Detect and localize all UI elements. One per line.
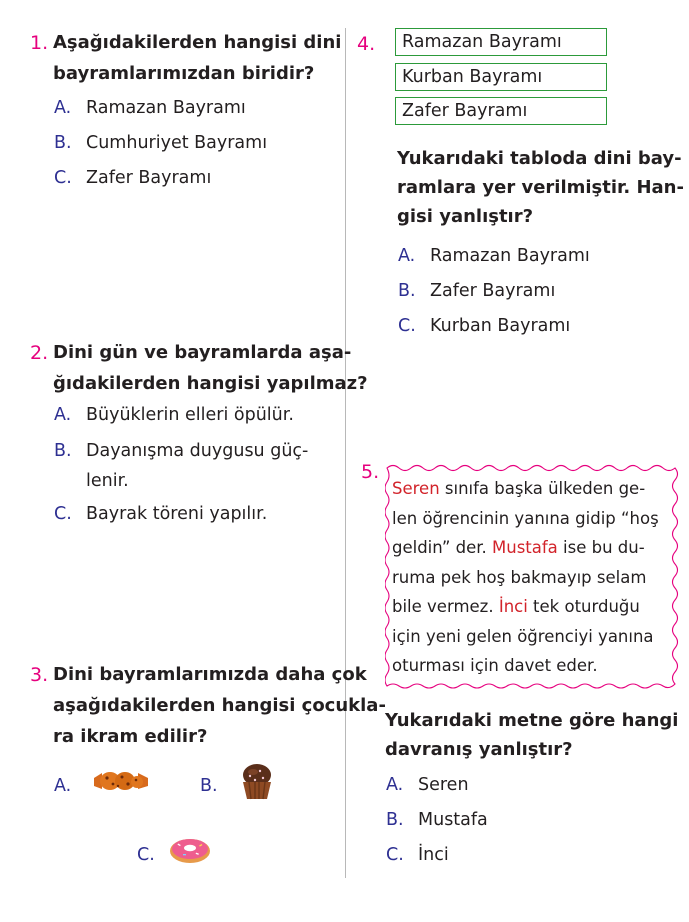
question-text-line: Aşağıdakilerden hangisi dini: [53, 32, 342, 53]
option-letter: B.: [54, 441, 72, 461]
option-text: Büyüklerin elleri öpülür.: [86, 405, 294, 425]
question-number: 5.: [361, 461, 380, 483]
question-text-line: ramlara yer verilmiştir. Han-: [397, 177, 684, 198]
question-number: 4.: [357, 33, 376, 55]
story-line: [392, 474, 679, 504]
option-c[interactable]: [137, 835, 211, 875]
option-text: Ramazan Bayramı: [430, 246, 590, 266]
table-cell: Kurban Bayramı: [395, 63, 607, 91]
option-letter: B.: [200, 776, 218, 796]
option-text: Dayanışma duygusu güç-: [86, 441, 309, 461]
question-text-line: Dini bayramlarımızda daha çok: [53, 664, 367, 685]
option-a[interactable]: [398, 241, 590, 271]
option-letter: B.: [54, 133, 72, 153]
candy-icon: [92, 766, 150, 806]
story-line: [392, 592, 679, 622]
option-text: Mustafa: [418, 810, 488, 830]
question-text-line: aşağıdakilerden hangisi çocukla-: [53, 695, 386, 716]
character-name: İnci: [498, 597, 528, 616]
question-number: 2.: [30, 342, 49, 364]
option-a[interactable]: [386, 770, 469, 800]
option-text: Cumhuriyet Bayramı: [86, 133, 268, 153]
question-text-line: Yukarıdaki tabloda dini bay-: [397, 148, 682, 169]
option-b[interactable]: [386, 805, 488, 835]
question-text-line: ra ikram edilir?: [53, 726, 208, 747]
option-letter: C.: [386, 845, 404, 865]
option-a[interactable]: [54, 766, 150, 806]
story-fragment: sınıfa başka ülkeden ge-: [439, 479, 646, 498]
option-letter: C.: [54, 168, 72, 188]
cupcake-icon: [238, 762, 276, 810]
option-text: Seren: [418, 775, 469, 795]
option-text: Zafer Bayramı: [86, 168, 212, 188]
story-line: ruma pek hoş bakmayıp selam: [392, 567, 647, 587]
option-letter: A.: [54, 405, 72, 425]
story-line: [392, 533, 679, 563]
question-text-line: ğıdakilerden hangisi yapılmaz?: [53, 373, 368, 394]
story-line: oturması için davet eder.: [392, 656, 598, 675]
option-text: Bayrak töreni yapılır.: [86, 504, 268, 524]
question-text-line: davranış yanlıştır?: [385, 739, 573, 760]
question-number: 1.: [30, 32, 49, 54]
table-cell: Zafer Bayramı: [395, 97, 607, 125]
option-letter: A.: [398, 246, 416, 266]
option-c[interactable]: [386, 840, 449, 870]
option-text: İnci: [418, 845, 449, 865]
option-a[interactable]: [54, 400, 294, 430]
option-text: Zafer Bayramı: [430, 281, 556, 301]
option-letter: C.: [137, 845, 155, 865]
story-line: len öğrencinin yanına gidip “hoş: [392, 508, 659, 528]
story-text: [392, 474, 679, 681]
story-fragment: tek oturduğu: [527, 597, 640, 616]
story-fragment: ise bu du-: [557, 538, 645, 557]
option-b[interactable]: [398, 276, 555, 306]
option-text: Kurban Bayramı: [430, 316, 571, 336]
story-fragment: bile vermez.: [392, 597, 499, 616]
question-text-line: gisi yanlıştır?: [397, 206, 534, 227]
option-b[interactable]: [200, 762, 276, 810]
option-letter: B.: [386, 810, 404, 830]
story-fragment: geldin” der.: [392, 538, 492, 557]
option-c[interactable]: [54, 499, 267, 529]
option-letter: A.: [386, 775, 404, 795]
option-letter: C.: [54, 504, 72, 524]
question-text-line: bayramlarımızdan biridir?: [53, 63, 315, 84]
question-number: 3.: [30, 664, 49, 686]
donut-icon: [169, 835, 211, 875]
option-b-continued: lenir.: [86, 471, 129, 491]
option-letter: B.: [398, 281, 416, 301]
question-text-line: Yukarıdaki metne göre hangi: [385, 710, 679, 731]
question-text-line: Dini gün ve bayramlarda aşa-: [53, 342, 352, 363]
option-c[interactable]: [398, 311, 570, 341]
character-name: Mustafa: [492, 538, 558, 557]
option-letter: C.: [398, 316, 416, 336]
table-cell: Ramazan Bayramı: [395, 28, 607, 56]
option-letter: A.: [54, 776, 72, 796]
option-b[interactable]: [54, 436, 308, 466]
question-4: [0, 0, 689, 360]
character-name: Seren: [392, 479, 440, 498]
story-line: için yeni gelen öğrenciyi yanına: [392, 626, 654, 646]
option-letter: A.: [54, 98, 72, 118]
option-text: Ramazan Bayramı: [86, 98, 246, 118]
